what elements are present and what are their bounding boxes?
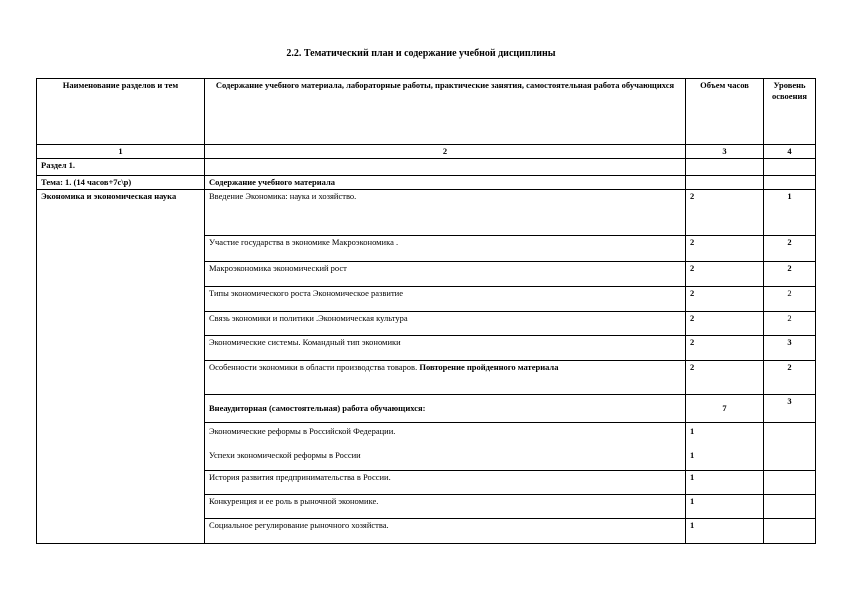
row-hours: 2: [686, 261, 764, 286]
independent-item: Конкуренция и ее роль в рыночной экономике.: [209, 495, 379, 506]
row-text-bold: Повторение пройденного материала: [419, 361, 559, 372]
row-level: 2: [764, 286, 816, 311]
independent-work-hours: 7: [686, 394, 764, 422]
header-hours: Объем часов: [686, 79, 764, 145]
row-text: Макроэкономика экономический рост: [205, 261, 686, 286]
header-sections: Наименование разделов и тем: [37, 79, 205, 145]
topic-name: Экономика и экономическая наука: [37, 189, 205, 543]
independent-row-hours: [686, 470, 764, 494]
row-hours: 2: [686, 189, 764, 235]
row-text: Введение Экономика: наука и хозяйство.: [205, 189, 686, 235]
row-text: [205, 360, 686, 394]
content-heading: Содержание учебного материала: [205, 175, 686, 189]
row-hours: 2: [686, 286, 764, 311]
header-row: [37, 79, 816, 145]
row-level: 2: [764, 261, 816, 286]
topic-title: Тема: 1. (14 часов+7с\р): [37, 175, 205, 189]
independent-work-heading: Внеаудиторная (самостоятельная) работа обучающихся:: [205, 394, 686, 422]
row-text: Экономические системы. Командный тип экономики: [205, 335, 686, 360]
independent-hour: 1: [690, 450, 695, 461]
topic-empty-level: [764, 175, 816, 189]
independent-row-text: [205, 518, 686, 543]
row-text: Типы экономического роста Экономическое развитие: [205, 286, 686, 311]
independent-row-level: [764, 422, 816, 470]
row-level: 2: [764, 360, 816, 394]
independent-row-level: [764, 494, 816, 518]
document-title: 2.2. Тематический план и содержание учебной дисциплины: [286, 48, 556, 59]
thematic-plan-table: [36, 78, 816, 544]
row-level: 2: [764, 311, 816, 335]
row-hours: 2: [686, 235, 764, 261]
header-level: [764, 79, 816, 145]
row-level: 3: [764, 335, 816, 360]
row-level: 2: [764, 235, 816, 261]
topic-empty-hours: [686, 175, 764, 189]
independent-row-level: [764, 470, 816, 494]
independent-row-text: [205, 494, 686, 518]
row-text: Участие государства в экономике Макроэкономика .: [205, 235, 686, 261]
independent-row-text: [205, 470, 686, 494]
independent-row-hours: [686, 518, 764, 543]
independent-row-hours: [686, 494, 764, 518]
column-number-1: 1: [37, 145, 205, 159]
independent-row-hours: [686, 422, 764, 470]
independent-hour: 1: [690, 425, 695, 436]
independent-hour: 1: [690, 471, 695, 482]
row-level: 1: [764, 189, 816, 235]
independent-item: Социальное регулирование рыночного хозяйства.: [209, 519, 389, 530]
row-hours: 2: [686, 311, 764, 335]
topic-row: [37, 175, 816, 189]
column-number-2: 2: [205, 145, 686, 159]
independent-hour: 1: [690, 495, 695, 506]
header-level-text: Уровень освоения: [772, 80, 807, 101]
column-number-4: 4: [764, 145, 816, 159]
independent-item: Экономические реформы в Российской Федерации.: [209, 425, 396, 436]
table-row: [37, 189, 816, 235]
section-row: [37, 158, 816, 175]
independent-row-text: [205, 422, 686, 470]
independent-work-level: 3: [764, 394, 816, 422]
column-number-3: 3: [686, 145, 764, 159]
independent-item: Успехи экономической реформы в России: [209, 450, 361, 461]
independent-row-level: [764, 518, 816, 543]
section-empty-level: [764, 158, 816, 175]
independent-hour: 1: [690, 519, 695, 530]
row-hours: 2: [686, 335, 764, 360]
section-empty-content: [205, 158, 686, 175]
row-hours: 2: [686, 360, 764, 394]
independent-item: История развития предпринимательства в России.: [209, 471, 391, 482]
column-number-row: [37, 145, 816, 159]
header-content: Содержание учебного материала, лабораторные работы, практические занятия, самостоятельная работа обучающихся: [205, 79, 686, 145]
row-text: Связь экономики и политики .Экономическая культура: [205, 311, 686, 335]
section-label: Раздел 1.: [37, 158, 205, 175]
row-text-regular: Особенности экономики в области производства товаров.: [209, 361, 418, 372]
section-empty-hours: [686, 158, 764, 175]
